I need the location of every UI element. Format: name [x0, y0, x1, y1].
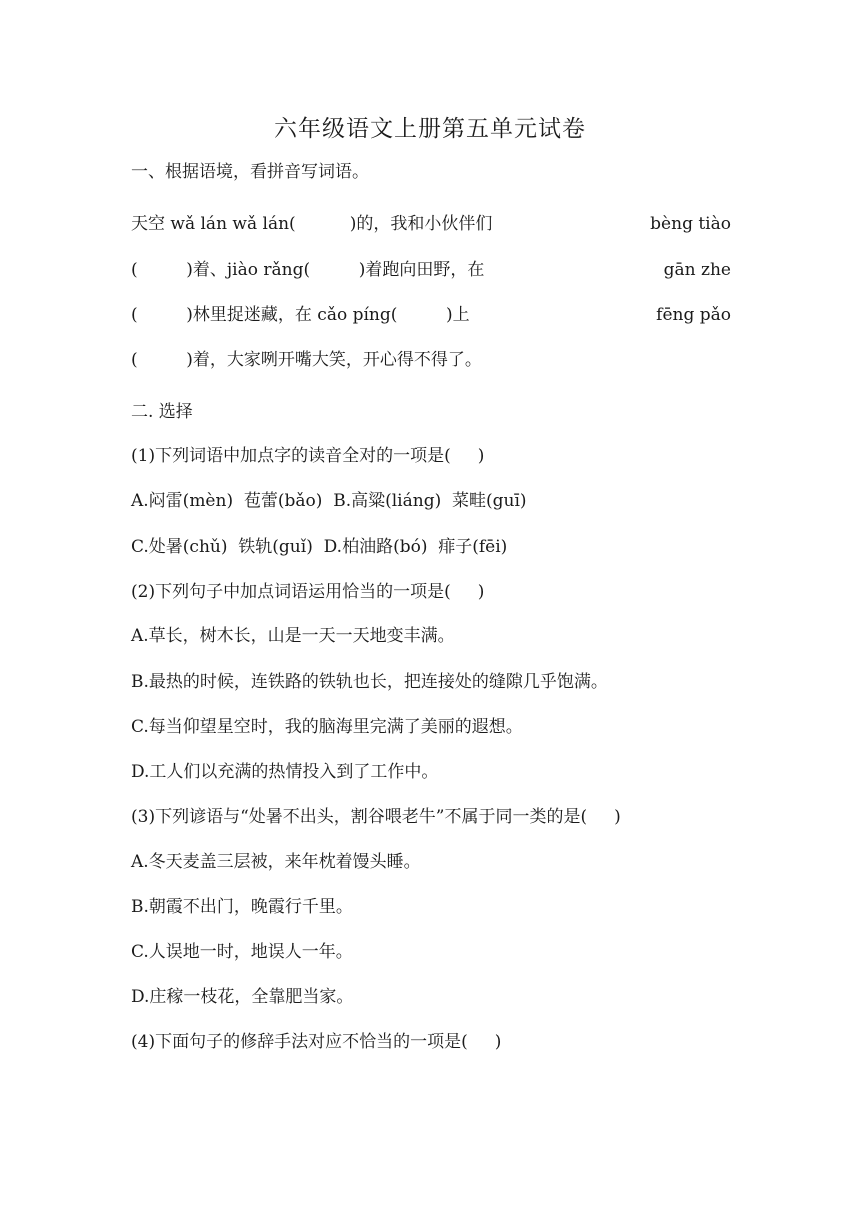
fill-line-3	[131, 303, 731, 327]
fill-line-1-pinyin: bèng tiào	[650, 214, 731, 234]
q2-option-a: A.草长，树木长，山是一天一天地变丰满。	[131, 626, 455, 646]
fill-line-4: ( )着，大家咧开嘴大笑，开心得不得了。	[131, 350, 482, 370]
q3-option-d: D.庄稼一枝花，全靠肥当家。	[131, 987, 354, 1007]
q2-option-d: D.工人们以充满的热情投入到了工作中。	[131, 762, 439, 782]
q3-option-b: B.朝霞不出门，晚霞行千里。	[131, 897, 353, 917]
section2-heading: 二. 选择	[131, 402, 193, 422]
q3-option-c: C.人误地一时，地误人一年。	[131, 942, 353, 962]
fill-line-3-text: ( )林里捉迷藏，在 cǎo píng( )上	[131, 305, 470, 325]
fill-line-2-text: ( )着、jiào rǎng( )着跑向田野，在	[131, 260, 485, 280]
fill-line-2-pinyin: gān zhe	[663, 260, 731, 280]
q3-option-a: A.冬天麦盖三层被，来年枕着馒头睡。	[131, 852, 421, 872]
fill-line-2	[131, 258, 731, 282]
question-4: (4)下面句子的修辞手法对应不恰当的一项是( )	[131, 1032, 502, 1052]
question-1: (1)下列词语中加点字的读音全对的一项是( )	[131, 446, 485, 466]
q2-option-c: C.每当仰望星空时，我的脑海里完满了美丽的遐想。	[131, 717, 523, 737]
question-2: (2)下列句子中加点词语运用恰当的一项是( )	[131, 582, 485, 602]
fill-line-1	[131, 212, 731, 236]
section1-heading: 一、根据语境，看拼音写词语。	[131, 162, 369, 182]
q1-option-cd: C.处暑(chǔ) 铁轨(guǐ) D.柏油路(bó) 痱子(fēi)	[131, 537, 508, 557]
question-3: (3)下列谚语与“处暑不出头，割谷喂老牛”不属于同一类的是( )	[131, 807, 621, 827]
fill-line-3-pinyin: fēng pǎo	[656, 305, 731, 325]
q2-option-b: B.最热的时候，连铁路的铁轨也长，把连接处的缝隙几乎饱满。	[131, 672, 608, 692]
page-title: 六年级语文上册第五单元试卷	[274, 116, 586, 142]
q1-option-ab: A.闷雷(mèn) 苞蕾(bǎo) B.高粱(liáng) 菜畦(guī)	[131, 491, 527, 511]
fill-line-1-text: 天空 wǎ lán wǎ lán( )的，我和小伙伴们	[131, 214, 493, 234]
